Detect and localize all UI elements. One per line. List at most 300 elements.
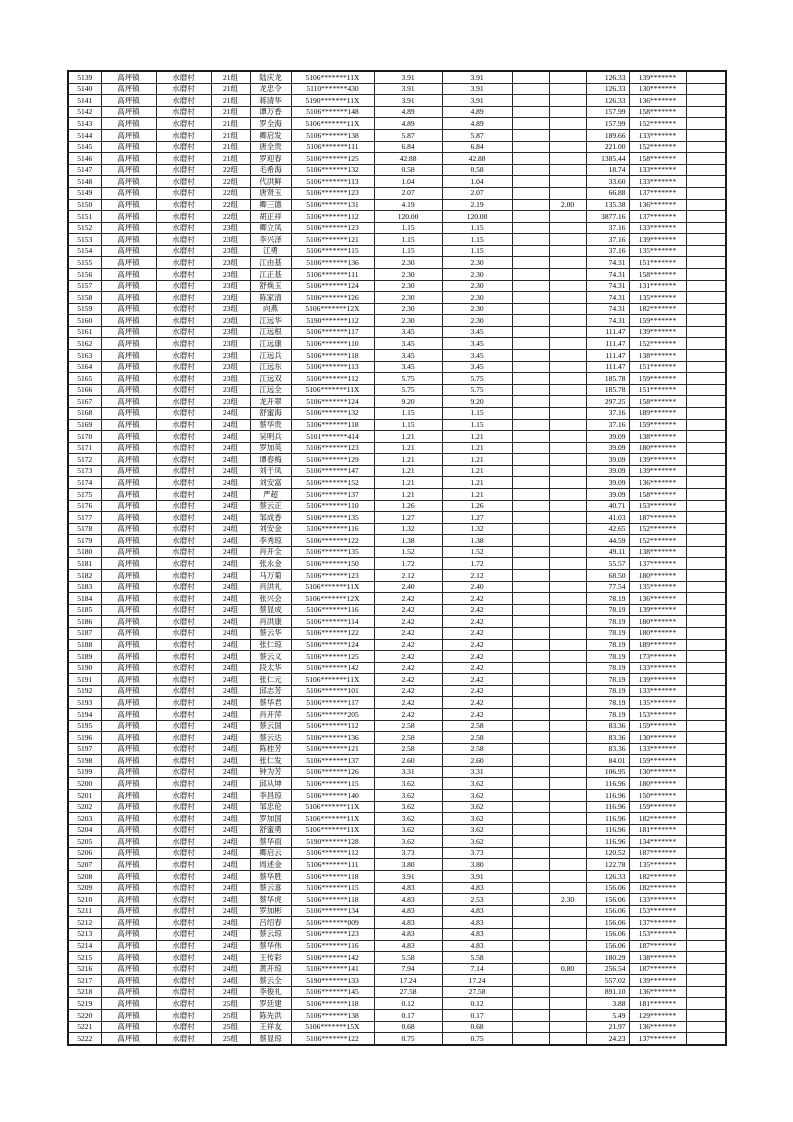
cell-name: 张兴会 xyxy=(250,593,291,605)
cell-id-masked: 5106*******112 xyxy=(291,720,374,732)
cell-name: 江远兵 xyxy=(250,350,291,362)
cell-blank2 xyxy=(686,570,726,582)
cell-blank1 xyxy=(512,720,549,732)
table-row xyxy=(68,790,726,802)
cell-village: 水磨村 xyxy=(156,523,211,535)
cell-seq: 5171 xyxy=(68,442,101,454)
cell-town: 高坪镇 xyxy=(101,662,156,674)
cell-group: 24组 xyxy=(211,766,250,778)
cell-value1: 1.15 xyxy=(374,419,442,431)
cell-value1: 2.30 xyxy=(374,257,442,269)
cell-value2: 1.15 xyxy=(442,419,512,431)
cell-adjust: 0.80 xyxy=(549,963,586,975)
cell-blank2 xyxy=(686,940,726,952)
cell-value2: 2.42 xyxy=(442,662,512,674)
cell-group: 21组 xyxy=(211,83,250,95)
cell-blank1 xyxy=(512,685,549,697)
cell-value2: 1.21 xyxy=(442,454,512,466)
cell-group: 21组 xyxy=(211,71,250,83)
cell-blank1 xyxy=(512,790,549,802)
cell-name: 陆庆龙 xyxy=(250,71,291,83)
cell-seq: 5196 xyxy=(68,732,101,744)
cell-value1: 1.21 xyxy=(374,442,442,454)
cell-adjust xyxy=(549,847,586,859)
cell-town: 高坪镇 xyxy=(101,894,156,906)
cell-value1: 3.91 xyxy=(374,95,442,107)
cell-town: 高坪镇 xyxy=(101,500,156,512)
cell-blank1 xyxy=(512,697,549,709)
cell-seq: 5162 xyxy=(68,338,101,350)
cell-id-masked: 5106*******136 xyxy=(291,732,374,744)
cell-value1: 2.58 xyxy=(374,732,442,744)
cell-blank1 xyxy=(512,384,549,396)
table-row xyxy=(68,593,726,605)
cell-phone-masked: 135******* xyxy=(629,245,686,257)
table-row xyxy=(68,871,726,883)
cell-group: 24组 xyxy=(211,952,250,964)
cell-amount: 221.00 xyxy=(586,141,629,153)
cell-phone-masked: 153******* xyxy=(629,928,686,940)
cell-seq: 5157 xyxy=(68,280,101,292)
cell-amount: 126.33 xyxy=(586,71,629,83)
cell-name: 江远华 xyxy=(250,315,291,327)
table-row xyxy=(68,743,726,755)
cell-value1: 2.30 xyxy=(374,292,442,304)
cell-value2: 4.83 xyxy=(442,917,512,929)
cell-seq: 5145 xyxy=(68,141,101,153)
table-row xyxy=(68,813,726,825)
cell-id-masked: 5106*******135 xyxy=(291,512,374,524)
cell-name: 罗加国 xyxy=(250,813,291,825)
cell-value2: 1.04 xyxy=(442,176,512,188)
cell-name: 钟为芳 xyxy=(250,766,291,778)
cell-blank2 xyxy=(686,338,726,350)
cell-group: 23组 xyxy=(211,222,250,234)
cell-group: 24组 xyxy=(211,546,250,558)
cell-town: 高坪镇 xyxy=(101,523,156,535)
cell-phone-masked: 136******* xyxy=(629,593,686,605)
cell-value1: 0.75 xyxy=(374,1033,442,1045)
table-row xyxy=(68,639,726,651)
cell-phone-masked: 153******* xyxy=(629,905,686,917)
table-row xyxy=(68,512,726,524)
cell-name: 蔡云义 xyxy=(250,651,291,663)
cell-blank2 xyxy=(686,71,726,83)
cell-name: 蔡云喜 xyxy=(250,882,291,894)
cell-id-masked: 5106*******111 xyxy=(291,141,374,153)
cell-blank2 xyxy=(686,708,726,720)
cell-town: 高坪镇 xyxy=(101,639,156,651)
cell-amount: 78.19 xyxy=(586,604,629,616)
cell-blank1 xyxy=(512,71,549,83)
table-row xyxy=(68,257,726,269)
cell-value2: 0.17 xyxy=(442,1010,512,1022)
cell-village: 水磨村 xyxy=(156,257,211,269)
cell-name: 龙开翠 xyxy=(250,396,291,408)
cell-blank1 xyxy=(512,431,549,443)
cell-amount: 18.74 xyxy=(586,164,629,176)
cell-adjust xyxy=(549,234,586,246)
cell-name: 周述金 xyxy=(250,859,291,871)
cell-town: 高坪镇 xyxy=(101,419,156,431)
cell-name: 蔡显成 xyxy=(250,604,291,616)
table-row xyxy=(68,95,726,107)
cell-adjust xyxy=(549,419,586,431)
cell-adjust xyxy=(549,871,586,883)
cell-seq: 5140 xyxy=(68,83,101,95)
cell-seq: 5212 xyxy=(68,917,101,929)
cell-seq: 5210 xyxy=(68,894,101,906)
cell-seq: 5178 xyxy=(68,523,101,535)
cell-id-masked: 5106*******113 xyxy=(291,361,374,373)
cell-adjust xyxy=(549,558,586,570)
cell-value2: 4.89 xyxy=(442,106,512,118)
cell-seq: 5194 xyxy=(68,708,101,720)
cell-town: 高坪镇 xyxy=(101,106,156,118)
cell-blank2 xyxy=(686,755,726,767)
cell-blank2 xyxy=(686,523,726,535)
cell-blank2 xyxy=(686,871,726,883)
cell-seq: 5149 xyxy=(68,187,101,199)
cell-amount: 74.31 xyxy=(586,315,629,327)
cell-adjust xyxy=(549,1033,586,1045)
cell-value1: 17.24 xyxy=(374,975,442,987)
cell-town: 高坪镇 xyxy=(101,859,156,871)
cell-name: 肖开全 xyxy=(250,546,291,558)
cell-phone-masked: 135******* xyxy=(629,581,686,593)
cell-phone-masked: 136******* xyxy=(629,199,686,211)
cell-seq: 5195 xyxy=(68,720,101,732)
cell-blank1 xyxy=(512,847,549,859)
cell-blank1 xyxy=(512,199,549,211)
cell-phone-masked: 133******* xyxy=(629,743,686,755)
cell-value2: 3.45 xyxy=(442,326,512,338)
table-row xyxy=(68,465,726,477)
cell-town: 高坪镇 xyxy=(101,952,156,964)
cell-value2: 1.15 xyxy=(442,407,512,419)
cell-adjust xyxy=(549,361,586,373)
cell-blank1 xyxy=(512,558,549,570)
cell-seq: 5177 xyxy=(68,512,101,524)
cell-phone-masked: 153******* xyxy=(629,500,686,512)
cell-group: 23组 xyxy=(211,350,250,362)
cell-adjust xyxy=(549,95,586,107)
cell-group: 23组 xyxy=(211,269,250,281)
cell-town: 高坪镇 xyxy=(101,442,156,454)
cell-amount: 39.09 xyxy=(586,465,629,477)
cell-seq: 5166 xyxy=(68,384,101,396)
cell-adjust xyxy=(549,952,586,964)
cell-amount: 156.06 xyxy=(586,905,629,917)
cell-id-masked: 5106*******148 xyxy=(291,106,374,118)
cell-amount: 116.96 xyxy=(586,824,629,836)
cell-blank1 xyxy=(512,373,549,385)
cell-village: 水磨村 xyxy=(156,732,211,744)
cell-town: 高坪镇 xyxy=(101,917,156,929)
cell-phone-masked: 151******* xyxy=(629,384,686,396)
cell-town: 高坪镇 xyxy=(101,187,156,199)
cell-amount: 39.09 xyxy=(586,477,629,489)
cell-town: 高坪镇 xyxy=(101,454,156,466)
table-row xyxy=(68,176,726,188)
cell-amount: 78.19 xyxy=(586,627,629,639)
table-row xyxy=(68,245,726,257)
cell-blank2 xyxy=(686,859,726,871)
cell-phone-masked: 138******* xyxy=(629,350,686,362)
cell-seq: 5144 xyxy=(68,130,101,142)
cell-name: 江正基 xyxy=(250,269,291,281)
cell-village: 水磨村 xyxy=(156,986,211,998)
cell-village: 水磨村 xyxy=(156,604,211,616)
cell-value1: 2.42 xyxy=(374,639,442,651)
cell-name: 蔡华雨 xyxy=(250,836,291,848)
cell-group: 24组 xyxy=(211,894,250,906)
cell-village: 水磨村 xyxy=(156,211,211,223)
cell-id-masked: 5106*******138 xyxy=(291,1010,374,1022)
cell-town: 高坪镇 xyxy=(101,118,156,130)
cell-id-masked: 5106*******112 xyxy=(291,847,374,859)
cell-blank1 xyxy=(512,708,549,720)
cell-blank1 xyxy=(512,627,549,639)
cell-village: 水磨村 xyxy=(156,164,211,176)
cell-id-masked: 5106*******140 xyxy=(291,790,374,802)
cell-name: 肖开萍 xyxy=(250,708,291,720)
cell-blank1 xyxy=(512,488,549,500)
cell-town: 高坪镇 xyxy=(101,570,156,582)
cell-value1: 2.30 xyxy=(374,315,442,327)
cell-amount: 49.11 xyxy=(586,546,629,558)
cell-group: 24组 xyxy=(211,963,250,975)
cell-id-masked: 5106*******142 xyxy=(291,662,374,674)
cell-phone-masked: 151******* xyxy=(629,361,686,373)
cell-blank1 xyxy=(512,477,549,489)
cell-id-masked: 5106*******118 xyxy=(291,350,374,362)
cell-blank1 xyxy=(512,257,549,269)
cell-blank1 xyxy=(512,662,549,674)
cell-seq: 5214 xyxy=(68,940,101,952)
cell-value1: 3.62 xyxy=(374,790,442,802)
cell-id-masked: 5106*******114 xyxy=(291,616,374,628)
cell-amount: 297.25 xyxy=(586,396,629,408)
cell-value1: 2.42 xyxy=(374,697,442,709)
cell-name: 江远全 xyxy=(250,384,291,396)
cell-group: 24组 xyxy=(211,917,250,929)
cell-value1: 2.42 xyxy=(374,662,442,674)
cell-blank2 xyxy=(686,998,726,1010)
cell-village: 水磨村 xyxy=(156,141,211,153)
cell-id-masked: 5106*******124 xyxy=(291,280,374,292)
cell-amount: 66.88 xyxy=(586,187,629,199)
cell-blank1 xyxy=(512,616,549,628)
cell-value2: 5.75 xyxy=(442,384,512,396)
cell-town: 高坪镇 xyxy=(101,338,156,350)
cell-blank1 xyxy=(512,743,549,755)
cell-amount: 116.96 xyxy=(586,836,629,848)
cell-phone-masked: 158******* xyxy=(629,153,686,165)
cell-phone-masked: 158******* xyxy=(629,106,686,118)
cell-name: 蔡云正 xyxy=(250,500,291,512)
cell-value1: 2.30 xyxy=(374,269,442,281)
cell-value1: 3.45 xyxy=(374,361,442,373)
cell-blank2 xyxy=(686,269,726,281)
cell-value1: 2.07 xyxy=(374,187,442,199)
cell-group: 24组 xyxy=(211,697,250,709)
cell-id-masked: 5106*******138 xyxy=(291,130,374,142)
cell-seq: 5148 xyxy=(68,176,101,188)
cell-group: 25组 xyxy=(211,1010,250,1022)
cell-town: 高坪镇 xyxy=(101,616,156,628)
cell-town: 高坪镇 xyxy=(101,743,156,755)
cell-phone-masked: 182******* xyxy=(629,813,686,825)
cell-adjust xyxy=(549,303,586,315)
cell-value1: 120.00 xyxy=(374,211,442,223)
cell-group: 24组 xyxy=(211,674,250,686)
cell-village: 水磨村 xyxy=(156,488,211,500)
cell-value1: 42.88 xyxy=(374,153,442,165)
cell-value1: 1.72 xyxy=(374,558,442,570)
cell-phone-masked: 136******* xyxy=(629,1021,686,1033)
cell-adjust xyxy=(549,442,586,454)
cell-phone-masked: 152******* xyxy=(629,523,686,535)
cell-name: 王祥友 xyxy=(250,1021,291,1033)
cell-id-masked: 5106*******147 xyxy=(291,465,374,477)
cell-blank2 xyxy=(686,384,726,396)
cell-village: 水磨村 xyxy=(156,928,211,940)
cell-town: 高坪镇 xyxy=(101,141,156,153)
cell-seq: 5167 xyxy=(68,396,101,408)
cell-name: 邱从坤 xyxy=(250,778,291,790)
cell-value1: 3.73 xyxy=(374,847,442,859)
cell-value2: 1.27 xyxy=(442,512,512,524)
cell-group: 24组 xyxy=(211,593,250,605)
cell-amount: 156.06 xyxy=(586,940,629,952)
cell-adjust xyxy=(549,882,586,894)
cell-blank1 xyxy=(512,778,549,790)
cell-value1: 3.62 xyxy=(374,801,442,813)
cell-value2: 3.91 xyxy=(442,871,512,883)
cell-group: 21组 xyxy=(211,141,250,153)
cell-seq: 5191 xyxy=(68,674,101,686)
cell-group: 25组 xyxy=(211,1033,250,1045)
cell-town: 高坪镇 xyxy=(101,1033,156,1045)
cell-village: 水磨村 xyxy=(156,824,211,836)
cell-blank1 xyxy=(512,755,549,767)
cell-value2: 2.30 xyxy=(442,269,512,281)
cell-adjust xyxy=(549,523,586,535)
cell-seq: 5198 xyxy=(68,755,101,767)
cell-seq: 5205 xyxy=(68,836,101,848)
cell-adjust xyxy=(549,187,586,199)
cell-name: 李昌琼 xyxy=(250,790,291,802)
table-row xyxy=(68,859,726,871)
cell-name: 蔡云全 xyxy=(250,975,291,987)
cell-seq: 5155 xyxy=(68,257,101,269)
table-row xyxy=(68,651,726,663)
cell-blank2 xyxy=(686,431,726,443)
cell-phone-masked: 159******* xyxy=(629,755,686,767)
cell-town: 高坪镇 xyxy=(101,269,156,281)
cell-group: 23组 xyxy=(211,373,250,385)
cell-value1: 1.26 xyxy=(374,500,442,512)
cell-blank1 xyxy=(512,975,549,987)
cell-id-masked: 5106*******131 xyxy=(291,199,374,211)
cell-village: 水磨村 xyxy=(156,685,211,697)
cell-phone-masked: 173******* xyxy=(629,651,686,663)
cell-village: 水磨村 xyxy=(156,639,211,651)
cell-name: 王传彩 xyxy=(250,952,291,964)
cell-town: 高坪镇 xyxy=(101,199,156,211)
cell-phone-masked: 139******* xyxy=(629,465,686,477)
cell-group: 24组 xyxy=(211,500,250,512)
cell-phone-masked: 137******* xyxy=(629,187,686,199)
cell-value2: 1.21 xyxy=(442,442,512,454)
cell-value1: 2.42 xyxy=(374,651,442,663)
table-row xyxy=(68,350,726,362)
cell-blank1 xyxy=(512,651,549,663)
cell-blank1 xyxy=(512,1010,549,1022)
cell-group: 24组 xyxy=(211,801,250,813)
cell-blank1 xyxy=(512,326,549,338)
cell-value2: 4.83 xyxy=(442,882,512,894)
cell-blank1 xyxy=(512,338,549,350)
cell-name: 吴明兵 xyxy=(250,431,291,443)
cell-amount: 156.06 xyxy=(586,882,629,894)
cell-id-masked: 5106*******116 xyxy=(291,940,374,952)
cell-town: 高坪镇 xyxy=(101,465,156,477)
cell-value1: 27.58 xyxy=(374,986,442,998)
cell-id-masked: 5106*******121 xyxy=(291,234,374,246)
cell-blank2 xyxy=(686,905,726,917)
cell-blank1 xyxy=(512,836,549,848)
cell-town: 高坪镇 xyxy=(101,477,156,489)
cell-amount: 37.16 xyxy=(586,419,629,431)
cell-group: 21组 xyxy=(211,153,250,165)
table-row xyxy=(68,338,726,350)
cell-adjust xyxy=(549,164,586,176)
cell-name: 蔡显琼 xyxy=(250,1033,291,1045)
cell-value1: 1.32 xyxy=(374,523,442,535)
cell-village: 水磨村 xyxy=(156,905,211,917)
cell-group: 25组 xyxy=(211,1021,250,1033)
cell-blank1 xyxy=(512,1033,549,1045)
table-row xyxy=(68,326,726,338)
cell-town: 高坪镇 xyxy=(101,697,156,709)
cell-group: 24组 xyxy=(211,535,250,547)
table-row xyxy=(68,71,726,83)
cell-group: 24组 xyxy=(211,512,250,524)
cell-town: 高坪镇 xyxy=(101,651,156,663)
cell-value2: 1.26 xyxy=(442,500,512,512)
cell-group: 22组 xyxy=(211,164,250,176)
cell-village: 水磨村 xyxy=(156,234,211,246)
cell-name: 罗全海 xyxy=(250,118,291,130)
cell-name: 邱志芳 xyxy=(250,685,291,697)
cell-phone-masked: 182******* xyxy=(629,303,686,315)
cell-value1: 2.58 xyxy=(374,743,442,755)
cell-blank2 xyxy=(686,558,726,570)
cell-value2: 2.19 xyxy=(442,199,512,211)
cell-phone-masked: 181******* xyxy=(629,998,686,1010)
cell-seq: 5211 xyxy=(68,905,101,917)
cell-value2: 3.91 xyxy=(442,83,512,95)
cell-amount: 83.36 xyxy=(586,732,629,744)
cell-value1: 3.91 xyxy=(374,871,442,883)
table-row xyxy=(68,384,726,396)
cell-name: 江远康 xyxy=(250,338,291,350)
cell-amount: 74.31 xyxy=(586,257,629,269)
table-row xyxy=(68,269,726,281)
cell-village: 水磨村 xyxy=(156,512,211,524)
